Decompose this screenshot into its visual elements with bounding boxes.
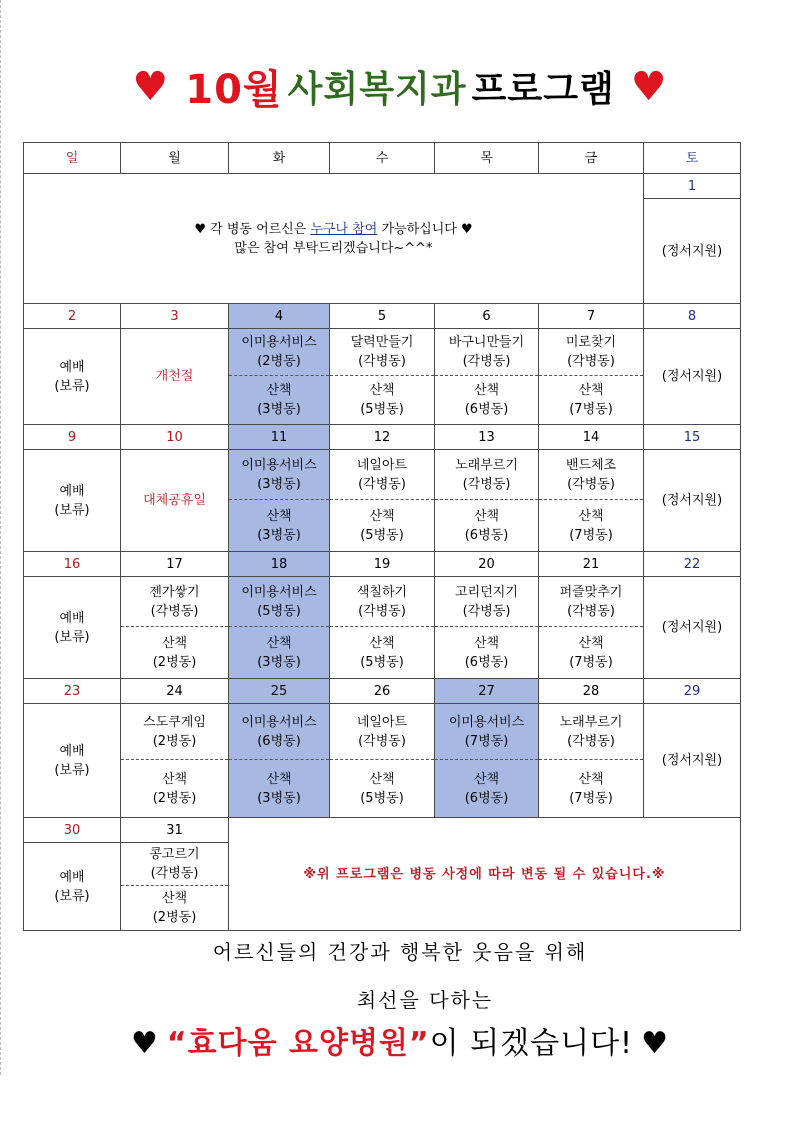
calendar-table — [23, 142, 741, 931]
program-top: 미로찾기 (각병동) — [539, 329, 643, 376]
program-cell — [121, 704, 229, 818]
program-top: 색칠하기 (각병동) — [330, 577, 434, 627]
program-top: 네일아트 (각병동) — [330, 450, 434, 500]
program-bottom: 산책 (2병동) — [152, 635, 197, 670]
week3-program-row — [24, 450, 741, 552]
worship-cell: 예배 (보류) — [24, 450, 121, 552]
program-cell — [330, 329, 435, 425]
notice-highlight: 누구나 참여 — [310, 221, 378, 237]
program-cell — [539, 329, 644, 425]
program-cell — [330, 704, 435, 818]
program-cell — [229, 577, 330, 679]
holiday-cell: 대체공휴일 — [121, 450, 229, 552]
program-top: 이미용서비스 (7병동) — [435, 704, 538, 760]
worship-cell: 예배 (보류) — [24, 704, 121, 818]
program-top: 네일아트 (각병동) — [330, 704, 434, 760]
date-cell: 4 — [229, 304, 330, 329]
week4-date-row — [24, 552, 741, 577]
program-bottom: 산책 (2병동) — [152, 771, 197, 806]
worship-cell: 예배 (보류) — [24, 577, 121, 679]
weekday-tue: 화 — [229, 143, 330, 174]
closing-line-1: 어르신들의 건강과 행복한 웃음을 위해 — [212, 940, 588, 964]
program-bottom: 산책 (5병동) — [360, 771, 404, 806]
date-cell: 5 — [330, 304, 435, 329]
weekday-mon: 월 — [121, 143, 229, 174]
program-bottom: 산책 (6병동) — [464, 771, 509, 806]
week2-date-row — [24, 304, 741, 329]
program-bottom: 산책 (2병동) — [152, 891, 197, 925]
week4-program-row — [24, 577, 741, 679]
program-bottom: 산책 (5병동) — [360, 383, 404, 417]
emotional-support: (정서지원) — [644, 199, 741, 304]
date-cell: 24 — [121, 679, 229, 704]
program-bottom: 산책 (7병동) — [569, 635, 613, 670]
program-bottom: 산책 (7병동) — [569, 383, 613, 417]
program-bottom: 산책 (3병동) — [257, 383, 301, 417]
program-top: 노래부르기 (각병동) — [539, 704, 643, 760]
date-cell: 1 — [644, 174, 741, 199]
emotional-support: (정서지원) — [644, 577, 741, 679]
program-cell — [435, 704, 539, 818]
date-cell: 7 — [539, 304, 644, 329]
program-top: 달력만들기 (각병동) — [330, 329, 434, 376]
program-cell — [435, 329, 539, 425]
date-cell: 6 — [435, 304, 539, 329]
date-cell: 18 — [229, 552, 330, 577]
program-top: 콩고르기 (각병동) — [121, 843, 228, 886]
date-cell: 8 — [644, 304, 741, 329]
program-top: 스도쿠게임 (2병동) — [121, 704, 228, 760]
program-cell — [539, 450, 644, 552]
program-cell — [121, 577, 229, 679]
closing-line-2: 최선을 다하는 — [356, 988, 494, 1012]
program-bottom: 산책 (3병동) — [257, 508, 301, 543]
heart-icon: ♥ — [130, 1026, 159, 1061]
emotional-support: (정서지원) — [644, 450, 741, 552]
program-top: 노래부르기 (각병동) — [435, 450, 538, 500]
date-cell: 13 — [435, 425, 539, 450]
date-cell: 15 — [644, 425, 741, 450]
heart-icon: ♥ — [132, 63, 170, 110]
date-cell: 16 — [24, 552, 121, 577]
program-cell — [229, 450, 330, 552]
emotional-support: (정서지원) — [644, 329, 741, 425]
date-cell: 21 — [539, 552, 644, 577]
program-top: 밴드체조 (각병동) — [539, 450, 643, 500]
date-cell: 19 — [330, 552, 435, 577]
left-margin-line — [0, 0, 1, 1075]
week2-program-row — [24, 329, 741, 425]
program-bottom: 산책 (6병동) — [464, 383, 509, 417]
hospital-name: “효다움 요양병원” — [166, 1026, 430, 1061]
program-bottom: 산책 (5병동) — [360, 508, 404, 543]
program-top: 이미용서비스 (5병동) — [229, 577, 329, 627]
program-cell — [330, 450, 435, 552]
program-bottom: 산책 (3병동) — [257, 635, 301, 670]
date-cell: 9 — [24, 425, 121, 450]
week1-date-row — [24, 174, 741, 199]
week5-program-row — [24, 704, 741, 818]
page-title — [0, 58, 800, 118]
worship-cell: 예배 (보류) — [24, 843, 121, 931]
date-cell: 30 — [24, 818, 121, 843]
program-cell — [330, 577, 435, 679]
weekday-sat: 토 — [644, 143, 741, 174]
date-cell: 28 — [539, 679, 644, 704]
notice-line-1: ♥ 각 병동 어르신은 누구나 참여 가능하십니다 ♥ — [194, 221, 473, 237]
date-cell: 29 — [644, 679, 741, 704]
weekday-header-row — [24, 143, 741, 174]
date-cell: 17 — [121, 552, 229, 577]
date-cell: 22 — [644, 552, 741, 577]
program-cell — [539, 577, 644, 679]
title-month: 10월 — [185, 67, 283, 113]
program-bottom: 산책 (6병동) — [464, 508, 509, 543]
date-cell: 3 — [121, 304, 229, 329]
date-cell: 14 — [539, 425, 644, 450]
date-cell: 20 — [435, 552, 539, 577]
program-bottom: 산책 (7병동) — [569, 771, 613, 806]
date-cell: 10 — [121, 425, 229, 450]
weekday-wed: 수 — [330, 143, 435, 174]
program-top: 고리던지기 (각병동) — [435, 577, 538, 627]
date-cell: 23 — [24, 679, 121, 704]
date-cell: 12 — [330, 425, 435, 450]
heart-icon: ♥ — [630, 63, 668, 110]
emotional-support: (정서지원) — [644, 704, 741, 818]
program-bottom: 산책 (6병동) — [464, 635, 509, 670]
date-cell: 25 — [229, 679, 330, 704]
program-cell — [229, 329, 330, 425]
program-cell — [229, 704, 330, 818]
week5-date-row — [24, 679, 741, 704]
program-cell — [121, 843, 229, 931]
program-cell — [539, 704, 644, 818]
weekday-sun: 일 — [24, 143, 121, 174]
week3-date-row — [24, 425, 741, 450]
participation-notice — [24, 174, 644, 304]
notice-line-2: 많은 참여 부탁드리겠습니다~^^* — [234, 240, 433, 256]
program-top: 퍼즐맞추기 (각병동) — [539, 577, 643, 627]
program-bottom: 산책 (7병동) — [569, 508, 613, 543]
date-cell: 26 — [330, 679, 435, 704]
date-cell: 27 — [435, 679, 539, 704]
heart-icon: ♥ — [641, 1026, 669, 1061]
date-cell: 11 — [229, 425, 330, 450]
program-top: 젠가쌓기 (각병동) — [121, 577, 228, 627]
program-top: 이미용서비스 (6병동) — [229, 704, 329, 760]
program-cell — [435, 577, 539, 679]
program-bottom: 산책 (5병동) — [360, 635, 404, 670]
program-top: 이미용서비스 (2병동) — [229, 329, 329, 376]
closing-line-3 — [0, 1018, 800, 1062]
week6-date-row — [24, 818, 741, 843]
holiday-cell: 개천절 — [121, 329, 229, 425]
title-department: 사회복지과 — [287, 69, 467, 110]
schedule-change-note: ※위 프로그램은 병동 사정에 따라 변동 될 수 있습니다.※ — [229, 818, 741, 931]
weekday-thu: 목 — [435, 143, 539, 174]
closing-suffix: 이 되겠습니다! — [429, 1026, 634, 1061]
program-cell — [435, 450, 539, 552]
date-cell: 31 — [121, 818, 229, 843]
program-bottom: 산책 (3병동) — [257, 771, 301, 806]
date-cell: 2 — [24, 304, 121, 329]
weekday-fri: 금 — [539, 143, 644, 174]
worship-cell: 예배 (보류) — [24, 329, 121, 425]
title-program: 프로그램 — [471, 69, 615, 110]
program-top: 바구니만들기 (각병동) — [435, 329, 538, 376]
program-top: 이미용서비스 (3병동) — [229, 450, 329, 500]
